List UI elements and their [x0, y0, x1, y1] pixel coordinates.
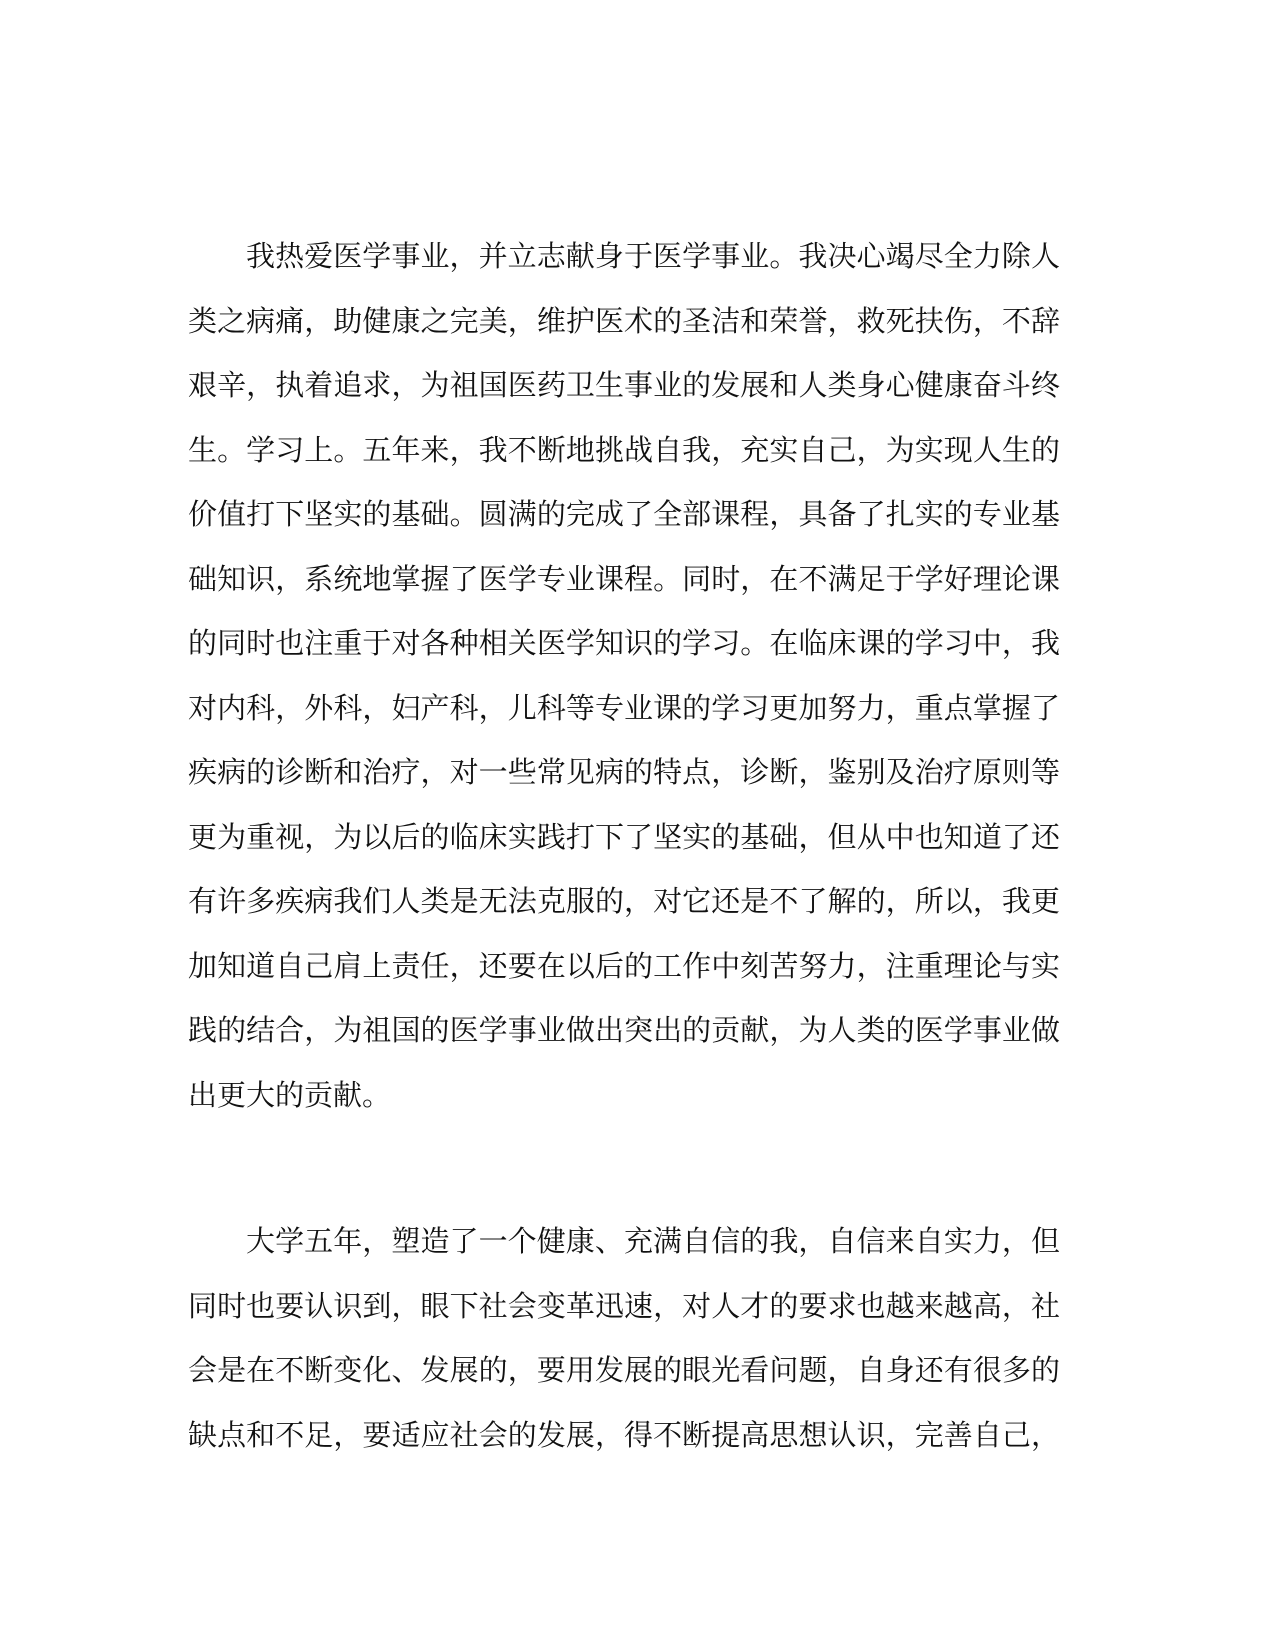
paragraph-line: 出更大的贡献。 [188, 1077, 392, 1112]
paragraph-line: 同时也要认识到，眼下社会变革迅速，对人才的要求也越来越高，社 [188, 1288, 1060, 1323]
paragraph-line: 有许多疾病我们人类是无法克服的，对它还是不了解的，所以，我更 [188, 884, 1060, 918]
paragraph-line: 的同时也注重于对各种相关医学知识的学习。在临床课的学习中，我 [188, 626, 1060, 660]
paragraph-line: 类之病痛，助健康之完美，维护医术的圣洁和荣誉，救死扶伤，不辞 [188, 303, 1060, 338]
paragraph-line: 加知道自己肩上责任，还要在以后的工作中刻苦努力，注重理论与实 [188, 948, 1060, 983]
paragraph-line: 我热爱医学事业，并立志献身于医学事业。我决心竭尽全力除人 [246, 239, 1060, 273]
paragraph-line: 础知识，系统地掌握了医学专业课程。同时，在不满足于学好理论课 [188, 561, 1060, 596]
paragraph-1 [188, 224, 1060, 1127]
paragraph-line: 缺点和不足，要适应社会的发展，得不断提高思想认识，完善自己， [188, 1417, 1060, 1452]
paragraph-line: 更为重视，为以后的临床实践打下了坚实的基础，但从中也知道了还 [188, 819, 1060, 854]
paragraph-line: 艰辛，执着追求，为祖国医药卫生事业的发展和人类身心健康奋斗终 [188, 368, 1060, 402]
paragraph-line: 会是在不断变化、发展的，要用发展的眼光看问题，自身还有很多的 [188, 1353, 1060, 1387]
paragraph-2 [188, 1209, 1060, 1467]
paragraph-line: 对内科，外科，妇产科，儿科等专业课的学习更加努力，重点掌握了 [188, 690, 1060, 725]
paragraph-line: 大学五年，塑造了一个健康、充满自信的我，自信来自实力，但 [246, 1224, 1060, 1258]
paragraph-line: 价值打下坚实的基础。圆满的完成了全部课程，具备了扎实的专业基 [188, 497, 1060, 531]
paragraph-line: 践的结合，为祖国的医学事业做出突出的贡献，为人类的医学事业做 [188, 1013, 1060, 1047]
paragraph-line: 生。学习上。五年来，我不断地挑战自我，充实自己，为实现人生的 [188, 432, 1060, 467]
paragraph-line: 疾病的诊断和治疗，对一些常见病的特点，诊断，鉴别及治疗原则等 [188, 755, 1060, 789]
